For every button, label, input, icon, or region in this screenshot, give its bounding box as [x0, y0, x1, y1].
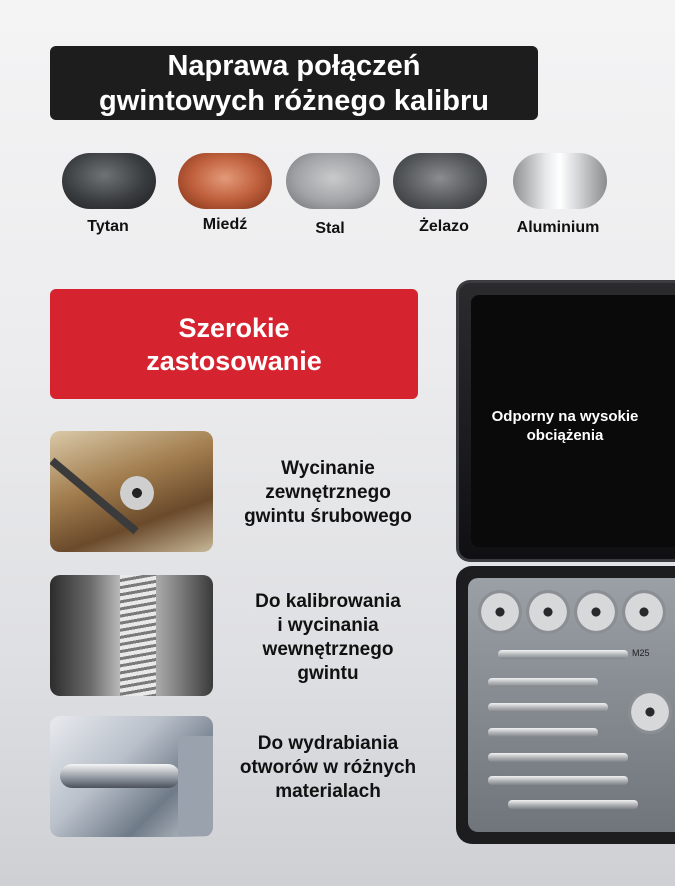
iron-swatch: [393, 153, 487, 209]
material-label-aluminium: Aluminium: [516, 219, 600, 236]
die-1: [478, 590, 522, 634]
die-5: [628, 690, 672, 734]
feature-3-line-1: Do wydrabiania: [257, 733, 399, 754]
material-label-miedz: Miedź: [202, 216, 248, 233]
wrench-handle: [508, 800, 638, 809]
case-caption-line-1: Odporny na wysokie: [491, 408, 639, 425]
feature-2-line-4: gwintu: [297, 663, 359, 684]
tap-2: [488, 678, 598, 687]
feature-3-line-2: otworów w różnych: [239, 757, 417, 778]
feature-1-line-2: zewnętrznego: [265, 482, 391, 503]
die-4: [622, 590, 666, 634]
tap-4: [488, 728, 598, 737]
tap-3: [488, 703, 608, 712]
feature-2-line-3: wewnętrznego: [262, 639, 394, 660]
drilling-photo: [50, 716, 213, 837]
feature-1-line-3: gwintu śrubowego: [244, 506, 412, 527]
feature-2-line-2: i wycinania: [277, 615, 379, 636]
application-banner: [50, 289, 418, 399]
case-caption-line-2: obciążenia: [526, 427, 604, 444]
feature-1-line-1: Wycinanie: [281, 458, 375, 479]
tray-insert: [468, 578, 675, 832]
tool-case-tray: [456, 566, 675, 844]
tap-6: [488, 776, 628, 785]
banner-line-1: Szerokie: [178, 313, 290, 343]
size-label: M25: [632, 648, 650, 658]
material-label-stal: Stal: [315, 220, 345, 237]
titanium-swatch: [62, 153, 156, 209]
aluminium-swatch: [513, 153, 607, 209]
title-line-2: gwintowych różnego kalibru: [99, 85, 489, 117]
copper-swatch: [178, 153, 272, 209]
material-label-tytan: Tytan: [87, 218, 129, 235]
tap-photo: [50, 575, 213, 696]
die-2: [526, 590, 570, 634]
material-label-zelazo: Żelazo: [419, 218, 469, 235]
tap-5: [488, 753, 628, 762]
title-line-1: Naprawa połączeń: [167, 50, 421, 82]
banner-line-2: zastosowanie: [146, 346, 322, 376]
die-3: [574, 590, 618, 634]
feature-2-line-1: Do kalibrowania: [255, 591, 401, 612]
feature-3-line-3: materialach: [275, 781, 381, 802]
steel-swatch: [286, 153, 380, 209]
case-caption: [470, 407, 660, 445]
page-title: [50, 46, 538, 120]
feature-drilling: [228, 732, 428, 804]
feature-internal-thread: [228, 590, 428, 686]
feature-external-thread: [228, 457, 428, 529]
die-wrench-photo: [50, 431, 213, 552]
tap-1: [498, 650, 628, 659]
